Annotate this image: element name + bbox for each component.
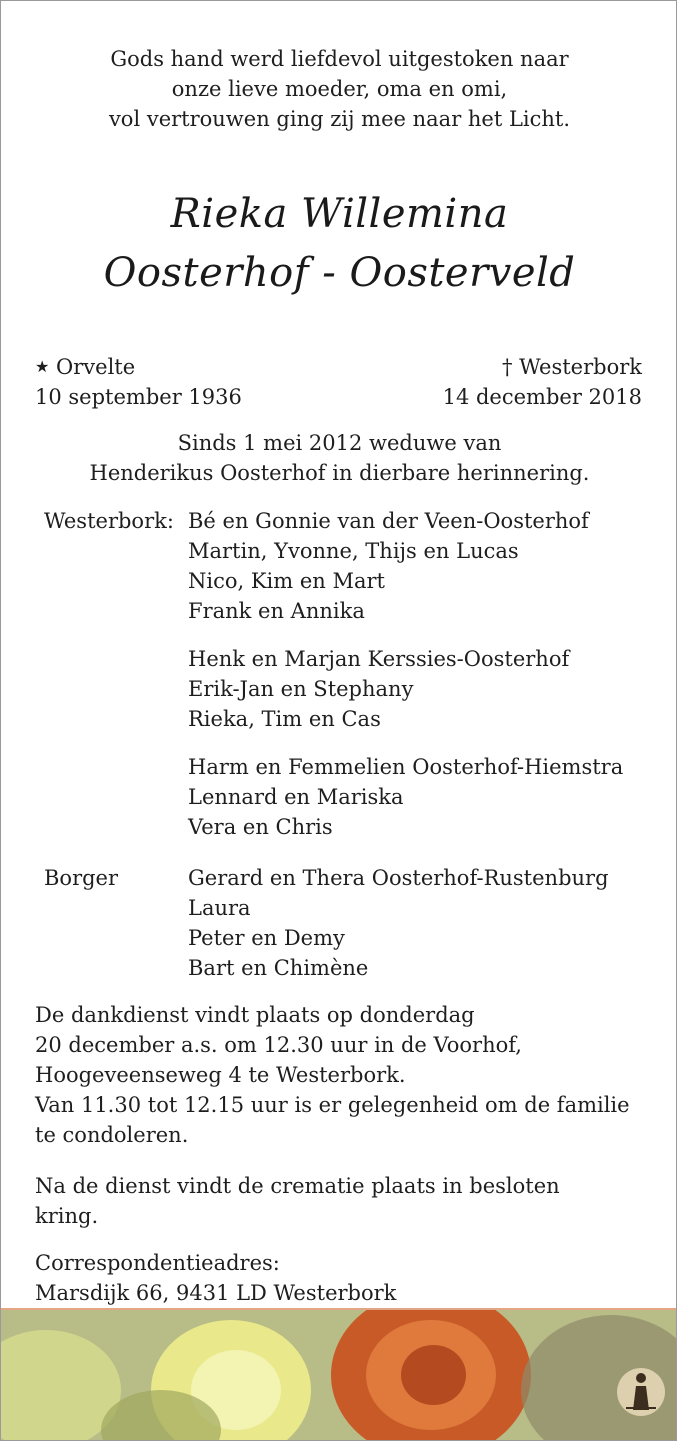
verse-line: Gods hand werd liefdevol uitgestoken naar [110,47,569,71]
verse-line: vol vertrouwen ging zij mee naar het Licht. [108,107,571,131]
family-line: Frank en Annika [188,599,365,623]
flower-image [1,1310,676,1440]
family-line: Rieka, Tim en Cas [188,707,381,731]
family-place: Westerbork: [44,509,174,533]
birth-place: Orvelte [56,355,136,379]
correspondence-address [35,1248,655,1308]
family-line: Bart en Chimène [188,956,369,980]
family-line: Nico, Kim en Mart [188,569,385,593]
family-names [188,506,623,842]
widow-line: Henderikus Oosterhof in dierbare herinnering. [89,461,590,485]
service-notice [35,1000,655,1150]
notice-line: Correspondentieadres: [35,1251,280,1275]
notice-line: kring. [35,1204,99,1228]
cremation-notice [35,1171,655,1231]
family-line: Bé en Gonnie van der Veen-Oosterhof [188,509,589,533]
memorial-logo-icon [616,1360,666,1420]
notice-line: Hoogeveenseweg 4 te Westerbork. [35,1063,406,1087]
deceased-first-names: Rieka Willemina [170,191,509,237]
notice-line: Marsdijk 66, 9431 LD Westerbork [35,1281,397,1305]
death-date: 14 december 2018 [442,385,642,409]
birth-info [35,352,242,412]
widow-note [1,428,677,488]
family-line: Martin, Yvonne, Thijs en Lucas [188,539,519,563]
death-place: Westerbork [519,355,642,379]
notice-line: 20 december a.s. om 12.30 uur in de Voorhof, [35,1033,522,1057]
notice-line: te condoleren. [35,1123,189,1147]
family-names [188,863,609,983]
notice-line: De dankdienst vindt plaats op donderdag [35,1003,475,1027]
widow-line: Sinds 1 mei 2012 weduwe van [177,431,502,455]
family-line: Lennard en Mariska [188,785,404,809]
family-line: Laura [188,896,251,920]
verse-line: onze lieve moeder, oma en omi, [171,77,508,101]
deceased-surname: Oosterhof - Oosterveld [103,250,576,296]
birth-date: 10 september 1936 [35,385,242,409]
death-info [443,352,642,412]
family-place: Borger [44,866,119,890]
notice-line: Van 11.30 tot 12.15 uur is er gelegenheid om de familie [35,1093,630,1117]
family-line: Vera en Chris [188,815,333,839]
family-line: Gerard en Thera Oosterhof-Rustenburg [188,866,609,890]
notice-line: Na de dienst vindt de crematie plaats in besloten [35,1174,560,1198]
opening-verse [1,44,677,134]
family-line: Henk en Marjan Kerssies-Oosterhof [188,647,570,671]
family-line: Harm en Femmelien Oosterhof-Hiemstra [188,755,624,779]
family-line: Peter en Demy [188,926,345,950]
family-line: Erik-Jan en Stephany [188,677,414,701]
star-icon: ★ [35,357,50,376]
cross-icon: † [501,355,513,379]
